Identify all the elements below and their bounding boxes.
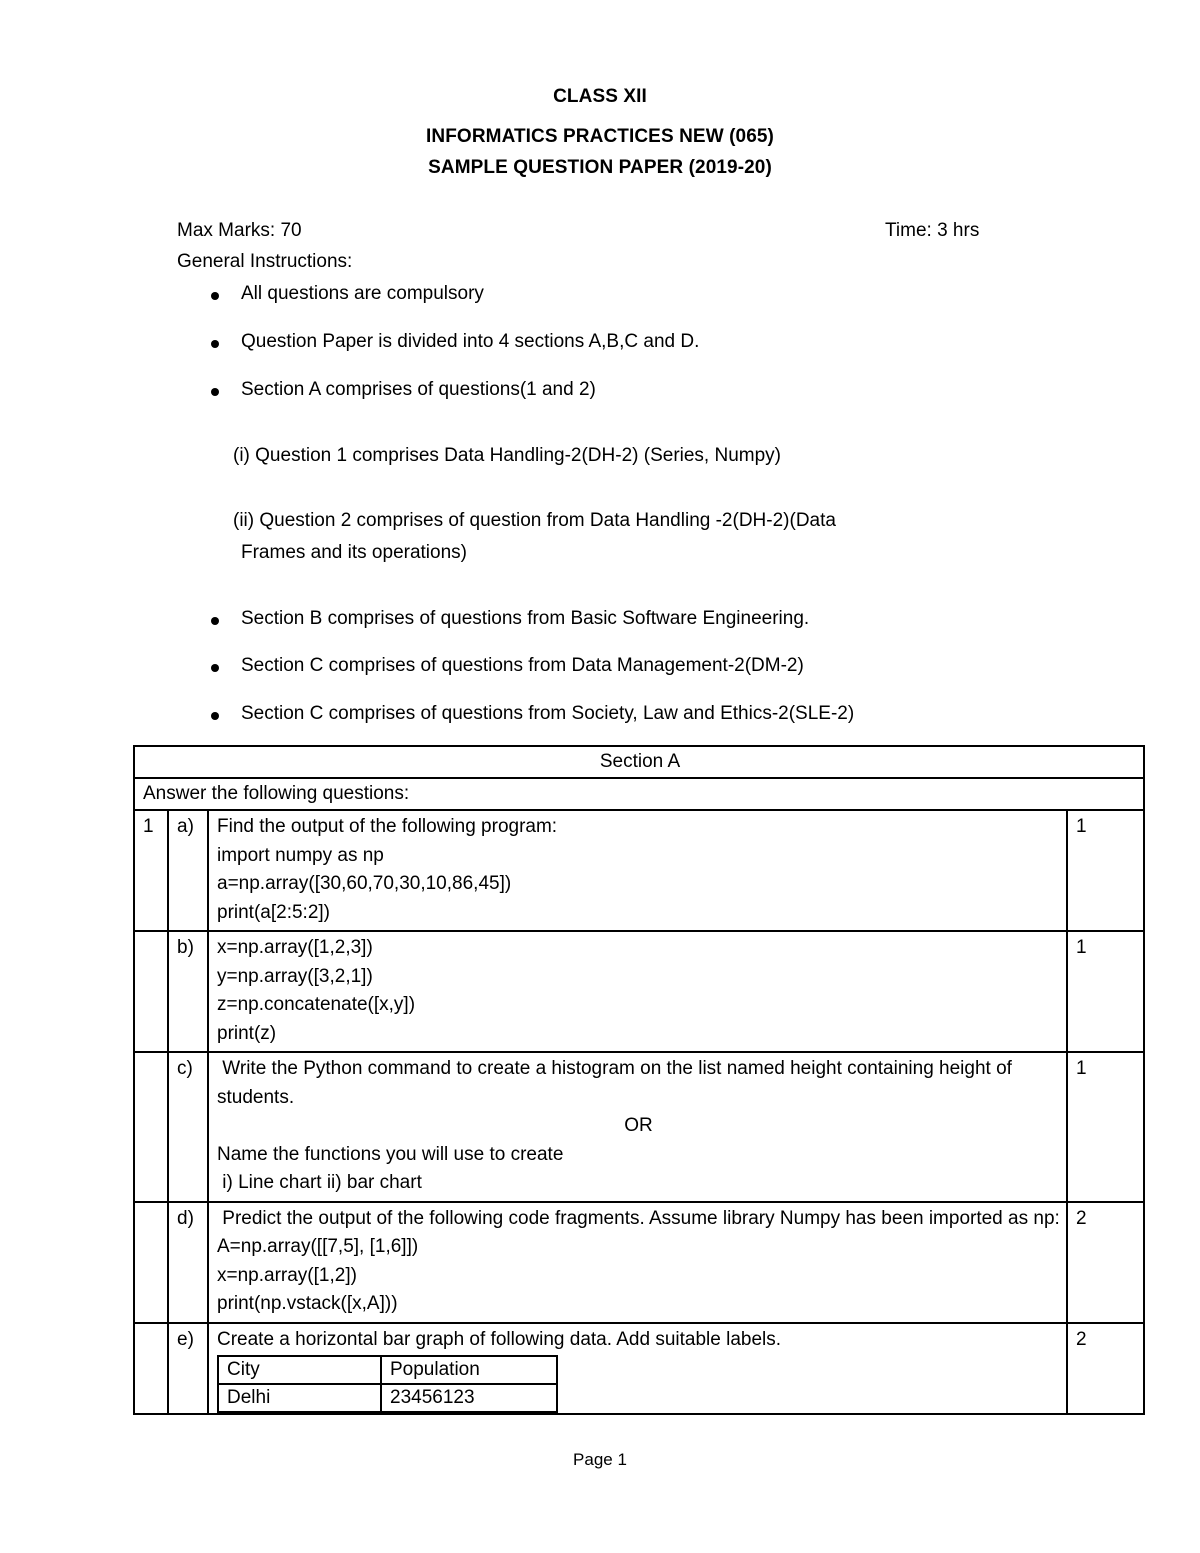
instructions-heading: General Instructions: xyxy=(177,251,353,272)
question-line: A=np.array([[7,5], [1,6]]) xyxy=(217,1236,419,1257)
bullet-icon xyxy=(211,712,219,720)
question-line: import numpy as np xyxy=(217,844,384,866)
question-line: print(z) xyxy=(217,1022,277,1044)
question-marks: 1 xyxy=(1067,931,1144,1052)
population-row xyxy=(218,1384,557,1412)
instruction-text: Section A comprises of questions(1 and 2) xyxy=(241,379,596,400)
population-table xyxy=(217,1355,558,1413)
instruction-text: Question Paper is divided into 4 sections A,B,C and D. xyxy=(241,331,700,352)
question-body xyxy=(208,931,1067,1052)
question-table xyxy=(133,745,1145,1415)
instruction-text: All questions are compulsory xyxy=(241,283,484,304)
bullet-icon xyxy=(211,664,219,672)
question-number: 1 xyxy=(134,810,168,931)
max-marks: Max Marks: 70 xyxy=(177,220,302,241)
instruction-text: Section C comprises of questions from Society, Law and Ethics-2(SLE-2) xyxy=(241,703,855,724)
paper-heading: SAMPLE QUESTION PAPER (2019-20) xyxy=(428,157,772,178)
question-number xyxy=(134,1202,168,1323)
question-marks: 1 xyxy=(1067,810,1144,931)
population-header-population: Population xyxy=(381,1356,557,1384)
question-line: z=np.concatenate([x,y]) xyxy=(217,994,416,1015)
sub-instruction-ii-line1: (ii) Question 2 comprises of question from Data Handling -2(DH-2)(Data xyxy=(233,510,836,531)
population-header-city: City xyxy=(218,1356,381,1384)
question-line: a=np.array([30,60,70,30,10,86,45]) xyxy=(217,873,512,894)
question-body xyxy=(208,810,1067,931)
question-part: a) xyxy=(168,810,208,931)
question-part: d) xyxy=(168,1202,208,1323)
question-number xyxy=(134,931,168,1052)
question-body xyxy=(208,1202,1067,1323)
question-row xyxy=(134,810,1144,931)
sub-instruction-i: (i) Question 1 comprises Data Handling-2(DH-2) (Series, Numpy) xyxy=(233,445,782,466)
question-row xyxy=(134,1202,1144,1323)
page-number: Page 1 xyxy=(573,1450,627,1469)
subject-heading: INFORMATICS PRACTICES NEW (065) xyxy=(426,126,774,147)
question-line: y=np.array([3,2,1]) xyxy=(217,965,373,987)
question-text: Create a horizontal bar graph of following data. Add suitable labels. xyxy=(217,1328,782,1350)
question-line: x=np.array([1,2]) xyxy=(217,1264,357,1286)
question-body xyxy=(208,1323,1067,1415)
class-heading: CLASS XII xyxy=(553,86,647,107)
instruction-text: Section C comprises of questions from Data Management-2(DM-2) xyxy=(241,655,804,676)
section-prompt-row xyxy=(134,778,1144,810)
question-text: Write the Python command to create a histogram on the list named height containing height of students. xyxy=(217,1058,1018,1108)
question-number xyxy=(134,1052,168,1202)
question-marks: 2 xyxy=(1067,1323,1144,1415)
sub-instruction-ii-line2: Frames and its operations) xyxy=(241,542,467,563)
question-row xyxy=(134,931,1144,1052)
section-title-row xyxy=(134,746,1144,778)
bullet-icon xyxy=(211,340,219,348)
bullet-icon xyxy=(211,388,219,396)
section-prompt: Answer the following questions: xyxy=(134,778,1144,810)
question-part: c) xyxy=(168,1052,208,1202)
question-marks: 2 xyxy=(1067,1202,1144,1323)
question-number xyxy=(134,1323,168,1415)
question-body xyxy=(208,1052,1067,1202)
question-text: i) Line chart ii) bar chart xyxy=(217,1172,422,1193)
question-line: print(a[2:5:2]) xyxy=(217,901,330,923)
question-line: x=np.array([1,2,3]) xyxy=(217,937,373,958)
question-row xyxy=(134,1323,1144,1415)
question-line: Find the output of the following program: xyxy=(217,816,558,837)
or-separator: OR xyxy=(624,1115,653,1136)
population-value: 23456123 xyxy=(381,1384,557,1412)
question-marks: 1 xyxy=(1067,1052,1144,1202)
question-text: Name the functions you will use to create xyxy=(217,1143,564,1165)
question-part: b) xyxy=(168,931,208,1052)
bullet-icon xyxy=(211,292,219,300)
section-title: Section A xyxy=(134,746,1144,778)
instruction-text: Section B comprises of questions from Basic Software Engineering. xyxy=(241,608,810,629)
question-row xyxy=(134,1052,1144,1202)
time-allowed: Time: 3 hrs xyxy=(885,220,980,241)
bullet-icon xyxy=(211,617,219,625)
population-city: Delhi xyxy=(218,1384,381,1412)
question-text: Predict the output of the following code fragments. Assume library Numpy has been imported as np: xyxy=(217,1207,1060,1229)
population-header-row xyxy=(218,1356,557,1384)
question-part: e) xyxy=(168,1323,208,1415)
question-line: print(np.vstack([x,A])) xyxy=(217,1293,398,1314)
